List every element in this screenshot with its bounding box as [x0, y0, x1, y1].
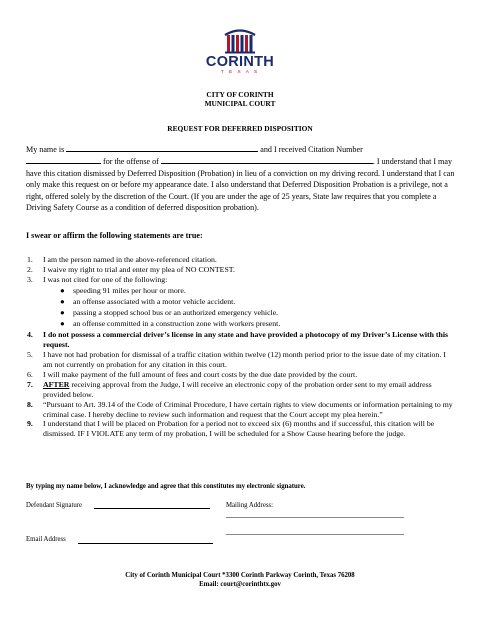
logo-state: T E X A S — [220, 70, 260, 75]
email-address-label: Email Address — [26, 536, 66, 543]
item-text: I will make payment of the full amount of fees and court costs by the due date provided by the court. — [43, 369, 358, 379]
list-item — [26, 370, 456, 380]
item-text: I waive my right to trial and enter my plea of NO CONTEST. — [43, 264, 235, 274]
bullet-item — [26, 319, 456, 329]
bullet-text: passing a stopped school bus or an authorized emergency vehicle. — [73, 308, 279, 318]
item-text: I do not possess a commercial driver’s license in any state and have provided a photocopy of my Driver’s License with this request. — [43, 330, 449, 350]
citation-number-field[interactable] — [26, 155, 101, 164]
list-item — [26, 400, 456, 420]
offense-field[interactable] — [161, 155, 373, 164]
item-number: 8. — [27, 399, 33, 409]
item-text: I was not cited for one of the following: — [43, 274, 168, 284]
item-number: 5. — [27, 350, 33, 360]
city-logo — [0, 28, 480, 76]
intro-text-3: for the offense of — [103, 157, 159, 167]
bullet-icon: ● — [60, 308, 65, 318]
defendant-signature-field[interactable] — [94, 508, 210, 509]
logo-name: CORINTH — [205, 54, 275, 70]
city-emblem-icon — [223, 28, 257, 54]
swear-heading: I swear or affirm the following statements are true: — [26, 231, 203, 240]
item-text: I understand that I will be placed on Probation for a period not to exceed six (6) months and if successful, this citation will be dismissed. IF I VIOLATE any term of my probation, I will be scheduled for a Show Cause hearing before the judge. — [43, 419, 435, 439]
intro-text-1: My name is — [26, 145, 65, 154]
statement-list — [26, 255, 456, 439]
item-number: 2. — [27, 264, 33, 274]
footer-address: City of Corinth Municipal Court *3300 Corinth Parkway Corinth, Texas 76208 — [125, 572, 355, 579]
item-emphasis: AFTER — [43, 379, 70, 389]
defendant-signature-label: Defendant Signature — [26, 502, 83, 509]
item-number: 3. — [27, 274, 33, 284]
list-item — [26, 419, 456, 439]
court-name: MUNICIPAL COURT — [204, 99, 276, 108]
bullet-text: an offense committed in a construction zone with workers present. — [73, 319, 281, 329]
bullet-icon: ● — [60, 285, 65, 295]
mailing-address-line-2[interactable] — [226, 534, 404, 535]
list-item — [26, 350, 456, 370]
list-item — [26, 255, 456, 265]
list-item — [26, 275, 456, 285]
e-signature-acknowledgement: By typing my name below, I acknowledge and agree that this constitutes my electronic signature. — [26, 483, 306, 490]
intro-text-4: . I understand that I may have this citation dismissed by Deferred Disposition (Probation) in lieu of a conviction on my driving record. I understand that I can only make this request on or before my appearance date. I also understand that Deferred Disposition Probation is a privilege, not a right, offered solely by the discretion of the Court. (If you are under the age of 25 years, State law requires that you complete a Driving Safety Course as a condition of deferred disposition probation). — [26, 157, 455, 213]
item-text: I have not had probation for dismissal of a traffic citation within twelve (12) month period prior to the issue date of my citation. I am not currently on probation for any citation in this court. — [43, 350, 446, 369]
list-item — [26, 265, 456, 275]
bullet-item — [26, 297, 456, 307]
item-number: 9. — [27, 419, 33, 429]
list-item — [26, 330, 456, 350]
court-city: CITY OF CORINTH — [206, 90, 274, 99]
bullet-text: an offense associated with a motor vehicle accident. — [73, 297, 236, 306]
item-number: 6. — [27, 369, 33, 379]
item-text: I am the person named in the above-referenced citation. — [43, 255, 217, 264]
item-text: “Pursuant to Art. 39.14 of the Code of Criminal Procedure, I have certain rights to view documents or information pertaining to my criminal case. I hereby decline to review such information and request that the Court accept my plea herein.” — [43, 399, 453, 419]
bullet-item — [26, 308, 456, 318]
bullet-icon: ● — [60, 319, 65, 329]
item-number: 4. — [27, 330, 33, 340]
bullet-item — [26, 286, 456, 296]
item-number: 1. — [27, 255, 33, 264]
name-field[interactable] — [66, 143, 258, 152]
bullet-icon: ● — [60, 297, 65, 306]
mailing-address-line-1[interactable] — [226, 517, 404, 518]
email-address-field[interactable] — [78, 543, 213, 544]
item-number: 7. — [27, 379, 33, 389]
mailing-address-label: Mailing Address: — [226, 502, 274, 509]
bullet-text: speeding 91 miles per hour or more. — [73, 285, 186, 295]
footer — [0, 571, 480, 590]
footer-email: Email: court@corinthtx.gov — [199, 581, 281, 589]
intro-paragraph — [26, 143, 456, 213]
list-item — [26, 380, 456, 400]
intro-text-2: and I received Citation Number — [260, 145, 363, 154]
item-text: receiving approval from the Judge, I will receive an electronic copy of the probation order sent to my email address provided below. — [43, 379, 432, 399]
form-title: REQUEST FOR DEFERRED DISPOSITION — [167, 124, 313, 133]
